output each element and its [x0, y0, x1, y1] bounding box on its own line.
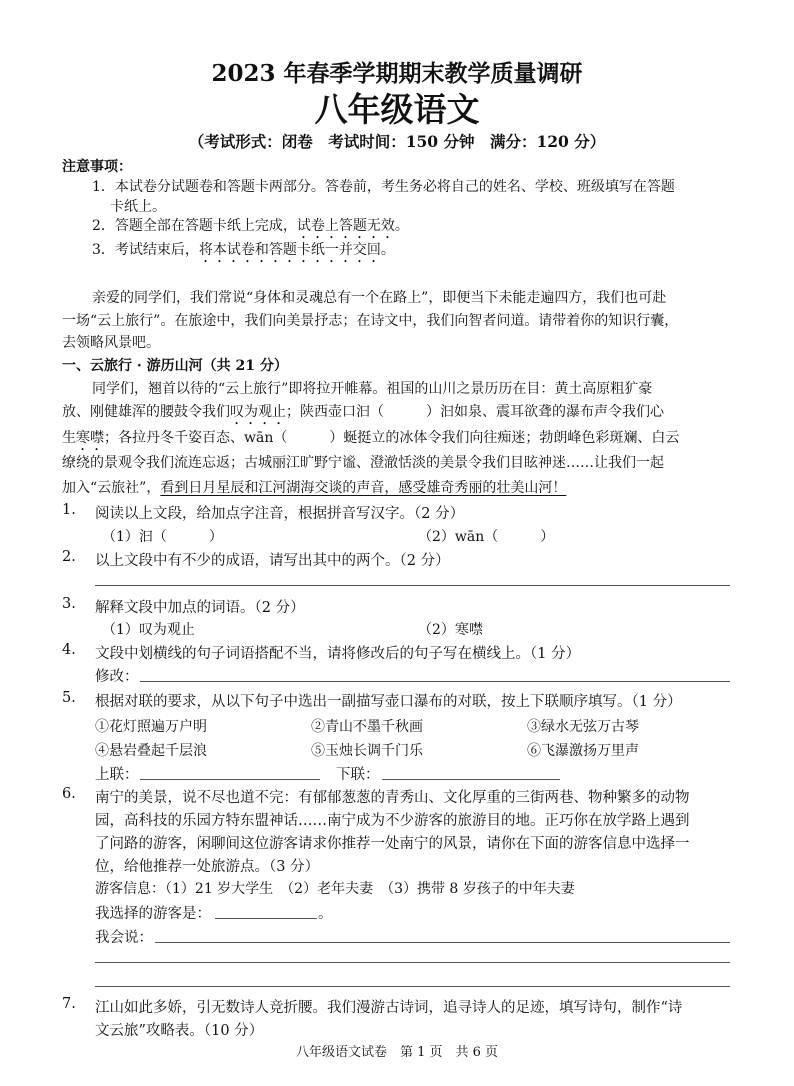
question-5-option-6: ⑥飞瀑激扬万里声 — [527, 743, 639, 759]
question-3-number: 3. — [62, 596, 76, 612]
notes-heading: 注意事项： — [62, 159, 132, 175]
intro-line-1: 亲爱的同学们，我们常说“身体和灵魂总有一个在路上”，即便当下未能走遍四方，我们也可赴 — [92, 290, 667, 306]
exam-title: 2023 年春季学期期末教学质量调研 — [211, 60, 583, 87]
question-5-number: 5. — [62, 690, 76, 706]
notes-item-3 — [92, 239, 395, 266]
question-5-option-1: ①花灯照遍万户明 — [95, 719, 207, 735]
question-6-line-2: 园，高科技的乐园方特东盟神话……南宁成为不少游客的旅游目的地。正巧你在放学路上遇到 — [95, 813, 690, 829]
question-1-part-1: （1）汩（ ） — [102, 529, 223, 545]
question-4-number: 4. — [62, 642, 76, 658]
notes-item-1: 1．本试卷分试题卷和答题卡两部分。答卷前，考生务必将自己的姓名、学校、班级填写在答题 — [92, 179, 675, 195]
subject-title: 八年级语文 — [314, 90, 480, 129]
question-3-part-2: （2）寒噤 — [418, 622, 483, 638]
question-4-label: 修改： — [95, 669, 139, 685]
question-5-text: 根据对联的要求，从以下句子中选出一副描写壶口瀑布的对联，按上下联顺序填写。（1 分） — [95, 694, 682, 710]
notes-item-2-text: 2．答题全部在答题卡纸上完成， — [92, 218, 297, 234]
question-6-answer-line-1[interactable] — [155, 942, 730, 943]
section-1-para-line-4: 缭绕的景观令我们流连忘返；古城丽江旷野宁谧、澄澈恬淡的美景令我们目眩神迷……让我们一起 — [62, 455, 664, 471]
question-5-option-5: ⑤玉烛长调千门乐 — [311, 743, 423, 759]
notes-item-3-emphasis: 将本试卷和答题卡纸一并交回 — [198, 242, 381, 258]
question-6-line-3: 了问路的游客，闲聊间这位游客请求你推荐一处南宁的风景，请你在下面的游客信息中选择一 — [95, 836, 690, 852]
question-6-line-4: 位，给他推荐一处旅游点。（3 分） — [95, 859, 320, 875]
question-6-answer-line-2[interactable] — [95, 962, 730, 963]
question-6-answer-line-3[interactable] — [95, 986, 730, 987]
question-2-number: 2. — [62, 549, 76, 565]
section-1-para-line-1: 同学们，翘首以待的“云上旅行”即将拉开帷幕。祖国的山川之景历历在目：黄土高原粗犷豪 — [92, 381, 653, 397]
question-6-line-1: 南宁的美景，说不尽也道不完：有郁郁葱葱的青秀山、文化厚重的三街两巷、物种繁多的动物 — [95, 790, 690, 806]
notes-item-1-cont: 卡纸上。 — [110, 199, 166, 215]
question-6-choose-blank[interactable] — [215, 918, 317, 919]
section-1-para-line-2 — [62, 401, 664, 428]
para-text: ；各拉丹冬千姿百态、wān（ ）蜒挺立的冰体令我们向往痴迷；勃朗峰色彩斑斓、白云 — [104, 430, 680, 446]
para-text: 生 — [62, 430, 76, 446]
question-6-say-label: 我会说： — [95, 930, 153, 946]
question-7-line-1: 江山如此多娇，引无数诗人竞折腰。我们漫游古诗词，追寻诗人的足迹，填写诗句，制作“诗 — [95, 1000, 683, 1016]
question-1-text: 阅读以上文段，给加点字注音，根据拼音写汉字。（2 分） — [95, 506, 465, 522]
para-text: 放、刚健雄浑的腰鼓令我们 — [62, 404, 230, 420]
page-footer: 八年级语文试卷 第 1 页 共 6 页 — [295, 1045, 499, 1060]
para-text: 加入“云旅社”， — [62, 480, 161, 496]
notes-item-3-text: 3．考试结束后， — [92, 242, 199, 258]
underlined-sentence: 看到日月星辰和江河湖海交谈的声音，感受雄奇秀丽的壮美山河！ — [160, 480, 567, 496]
section-1-para-line-3 — [62, 427, 679, 454]
section-1-heading: 一、云旅行 · 游历山河（共 21 分） — [62, 358, 288, 374]
intro-line-3: 去领略风景吧。 — [62, 335, 160, 351]
notes-item-2-emphasis: 试卷上答题无效 — [296, 218, 395, 234]
question-5-upper-blank[interactable] — [140, 779, 320, 780]
question-6-choose-end: 。 — [318, 906, 333, 922]
question-5-option-2: ②青山不墨千秋画 — [311, 719, 423, 735]
notes-item-2 — [92, 215, 409, 242]
question-6-tourist-info: 游客信息：（1）21 岁大学生 （2）老年夫妻 （3）携带 8 岁孩子的中年夫妻 — [95, 881, 575, 897]
section-1-para-line-5 — [62, 477, 566, 497]
notes-item-2-end: 。 — [394, 218, 409, 234]
question-5-option-3: ③绿水无弦万古琴 — [527, 719, 639, 735]
para-text: ；陕西壶口汩（ ）汩如泉、震耳欲聋的瀑布声令我们心 — [286, 404, 664, 420]
question-2-answer-line[interactable] — [95, 585, 730, 586]
question-7-line-2: 文云旅”攻略表。（10 分） — [95, 1023, 264, 1039]
dotted-word-hanjin: 寒噤 — [76, 430, 104, 446]
question-5-lower-blank[interactable] — [382, 779, 560, 780]
question-1-part-2: （2）wān（ ） — [418, 529, 555, 545]
question-4-text: 文段中划横线的句子词语搭配不当，请将修改后的句子写在横线上。（1 分） — [95, 646, 581, 662]
question-5-option-4: ④悬岩叠起千层浪 — [95, 743, 207, 759]
intro-line-2: 一场“云上旅行”。在旅途中，我们向美景抒志；在诗文中，我们向智者问道。请带着你的知识行囊， — [62, 313, 679, 329]
question-4-answer-line[interactable] — [140, 681, 730, 682]
question-3-part-1: （1）叹为观止 — [102, 622, 195, 638]
question-2-text: 以上文段中有不少的成语，请写出其中的两个。（2 分） — [95, 553, 450, 569]
notes-item-3-end: 。 — [380, 242, 395, 258]
question-1-number: 1. — [62, 502, 76, 518]
exam-info: （考试形式：闭卷 考试时间：150 分钟 满分：120 分） — [188, 132, 606, 151]
dotted-word-tanweiguanzhi: 叹为观止 — [230, 404, 286, 420]
question-6-number: 6. — [62, 786, 76, 802]
question-3-text: 解释文段中加点的词语。（2 分） — [95, 600, 305, 616]
question-6-choose-label: 我选择的游客是： — [95, 906, 211, 922]
question-5-lower-label: 下联： — [336, 767, 380, 783]
question-5-upper-label: 上联： — [95, 767, 139, 783]
question-7-number: 7. — [62, 996, 76, 1012]
